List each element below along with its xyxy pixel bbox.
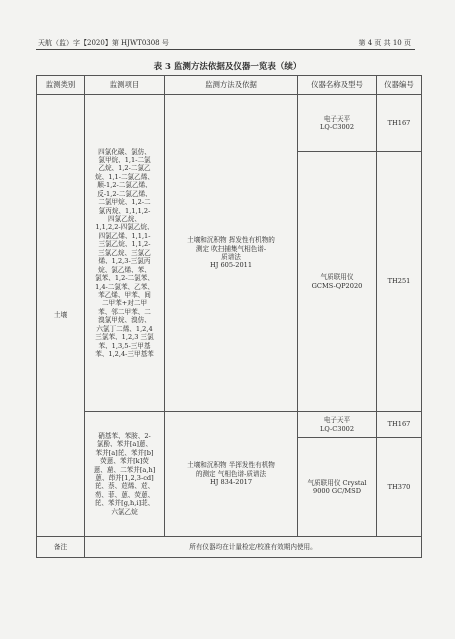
table-row xyxy=(37,95,422,152)
item-line: 1,1,2,2-四氯乙烷、 xyxy=(95,223,154,232)
item-line: 三氯苯、1,2,3 三氯 xyxy=(95,333,154,342)
item-line: 苯并[a]芘、苯并[b] xyxy=(95,448,154,457)
item-line: 蒽、䓛、二苯并[a,h] xyxy=(93,465,156,474)
item-line: 乙烷、1,2-二氯乙 xyxy=(98,164,151,173)
item-line: 苯、1,2,4-三甲基苯 xyxy=(95,350,154,359)
item-line: 荧蒽、苯并[k]荧 xyxy=(100,457,149,466)
header-items: 监测项目 xyxy=(85,76,165,95)
header-method: 监测方法及依据 xyxy=(165,76,298,95)
header-category: 监测类别 xyxy=(37,76,85,95)
item-line: 四氯乙烯、1,1,1- xyxy=(98,231,151,240)
instrument-name-cell xyxy=(298,412,377,438)
item-line: 六氯丁二烯、1,2,4 xyxy=(96,324,153,333)
instrument-name-cell xyxy=(298,152,377,412)
note-label: 备注 xyxy=(37,537,85,558)
item-line: 芴、菲、蒽、荧蒽、 xyxy=(94,490,155,499)
document-number: 天航（监）字【2020】第 HJWT0308 号 xyxy=(38,39,169,47)
item-line: 氯甲烷、1,1-二氯 xyxy=(98,155,151,164)
item-line: 芘、苯并[g,h,i]苝、 xyxy=(94,499,155,508)
header-rule xyxy=(36,49,415,50)
item-line: 四氯化碳、氯仿、 xyxy=(98,147,151,156)
item-line: 芘、萘、苊烯、苊、 xyxy=(94,482,155,491)
item-line: 二氯甲烷、1,2-二 xyxy=(98,198,151,207)
instrument-line: 电子天平 xyxy=(323,114,351,123)
category-cell: 土壤 xyxy=(37,95,85,537)
method-line: HJ 834-2017 xyxy=(209,478,253,487)
instrument-line: 9000 GC/MSD xyxy=(313,487,361,495)
group2-items-cell xyxy=(85,412,165,537)
method-line: 质谱法 xyxy=(221,253,241,261)
instrument-line: 气质联用仪 xyxy=(320,273,354,282)
item-line: 烷、1,1-二氯乙烯、 xyxy=(95,172,154,181)
group1-items-cell xyxy=(85,95,165,412)
item-line: 氯丙烷、1,1,1,2- xyxy=(98,206,151,215)
note-text: 所有仪器均在计量检定/校准有效期内使用。 xyxy=(85,537,422,558)
item-line: 1,4-二氯苯、乙苯、 xyxy=(95,282,154,291)
item-line: 三氯乙烷、三氯乙 xyxy=(98,248,151,257)
item-line: 烷、氯乙烯、苯、 xyxy=(98,265,151,274)
item-line: 蒽、茚并[1,2,3-cd] xyxy=(95,474,154,482)
item-line: 顺-1,2-二氯乙烯、 xyxy=(97,181,152,190)
table-caption: 表 3 监测方法依据及仪器一览表（续） xyxy=(153,62,302,72)
group1-method-cell xyxy=(165,95,298,412)
item-line: 三氯乙烷、1,1,2- xyxy=(98,240,151,249)
method-line: 的测定 气相色谱-质谱法 xyxy=(195,469,267,478)
method-line: 土壤和沉积物 挥发性有机物的 xyxy=(187,236,275,245)
item-line: 苯、1,3,5-三甲基 xyxy=(98,341,151,350)
instrument-id-cell: TH167 xyxy=(377,95,422,152)
instrument-line: LQ-C3002 xyxy=(319,123,355,131)
item-line: 四氯乙烷、 xyxy=(108,215,141,224)
group2-method-cell xyxy=(165,412,298,537)
instrument-id-cell: TH167 xyxy=(377,412,422,438)
instrument-line: GCMS-QP2020 xyxy=(311,281,363,290)
item-line: 反-1,2-二氯乙烯、 xyxy=(97,189,152,198)
page-number: 第 4 页 共 10 页 xyxy=(358,39,411,47)
item-line: 溴氯甲烷、溴仿、 xyxy=(98,316,151,325)
item-line: 六氯乙烷 xyxy=(111,507,138,516)
method-line: 测定 吹扫捕集气相色谱- xyxy=(195,244,267,253)
header-instrument: 仪器名称及型号 xyxy=(298,76,377,95)
instrument-line: 气质联用仪 Crystal xyxy=(307,478,367,487)
item-line: 硝基苯、苯胺、2- xyxy=(98,431,151,440)
header-instrument-id: 仪器编号 xyxy=(377,76,422,95)
item-line: 烯、1,2,3-三氯丙 xyxy=(98,257,151,266)
instrument-name-cell xyxy=(298,438,377,537)
instrument-name-cell xyxy=(298,95,377,152)
instrument-line: 电子天平 xyxy=(323,416,351,425)
item-line: 苯乙烯、甲苯、间 xyxy=(98,290,151,299)
item-line: 二甲苯+对二甲 xyxy=(101,299,148,308)
table-row xyxy=(37,412,422,438)
method-instrument-table xyxy=(36,75,422,558)
note-row xyxy=(37,537,422,558)
table-header-row xyxy=(37,76,422,95)
item-line: 氯酚、苯并[a]蒽、 xyxy=(96,440,153,449)
method-line: 土壤和沉积物 半挥发性有机物 xyxy=(187,461,275,470)
instrument-id-cell: TH370 xyxy=(377,438,422,537)
instrument-line: LQ-C3002 xyxy=(319,424,355,433)
item-line: 苯、邻二甲苯、二 xyxy=(98,307,151,316)
method-line: HJ 605-2011 xyxy=(209,261,253,270)
item-line: 氯苯、1,2-二氯苯、 xyxy=(95,274,154,283)
instrument-id-cell: TH251 xyxy=(377,152,422,412)
